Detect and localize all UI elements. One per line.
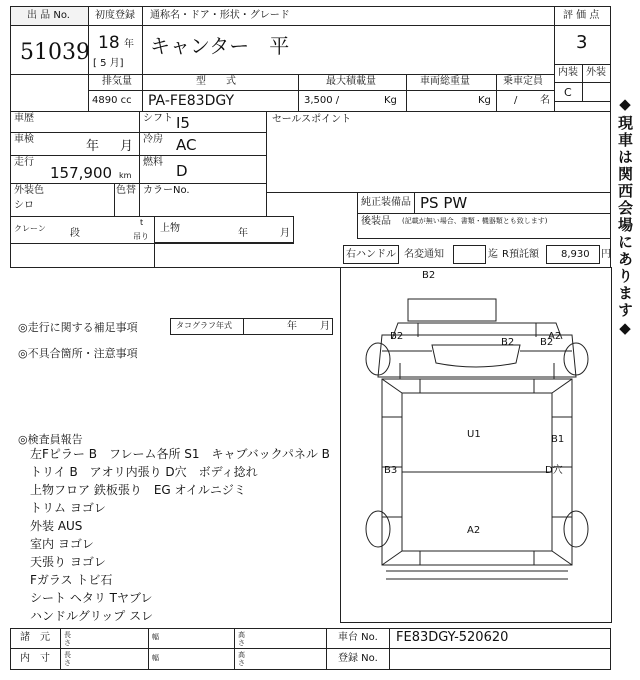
score-label: 評 価 点 <box>563 10 600 21</box>
interior-label: 内装 <box>558 67 578 78</box>
name-change-label: 名変通知 <box>404 249 444 260</box>
equipment-value: PS PW <box>420 194 468 212</box>
tacho-year: 年 <box>287 321 297 332</box>
height-label: 高さ <box>238 631 245 647</box>
report-line: 外装 AUS <box>30 519 83 533</box>
chassis-label: 車台 No. <box>338 632 378 643</box>
capacity-label: 乗車定員 <box>503 76 543 87</box>
vehicle-name: キャンター 平 <box>150 34 290 58</box>
gross-label: 車両総重量 <box>420 76 470 87</box>
defects-label: ◎不具合箇所・注意事項 <box>18 347 138 360</box>
gross-unit: Kg <box>478 95 491 106</box>
damage-mark: B2 <box>422 270 436 281</box>
color-no-label: 色替 <box>116 185 136 196</box>
name-label: 通称名・ドア・形状・グレード <box>150 10 290 21</box>
damage-mark: B2 <box>390 331 404 342</box>
r-tax-label: R預託額 <box>502 249 539 260</box>
report-title: ◎検査員報告 <box>18 433 83 446</box>
report-line: 左Fピラー B フレーム各所 S1 キャブバックパネル B <box>30 447 330 461</box>
length-label: 長さ <box>64 631 71 647</box>
history-label: 車歴 <box>14 113 34 124</box>
body-month: 月 <box>280 228 290 239</box>
body-year: 年 <box>238 228 248 239</box>
report-line: 上物フロア 鉄板張り EG オイルニジミ <box>30 483 246 497</box>
ext-color-value: シロ <box>14 200 34 211</box>
fuel-label: 燃料 <box>143 157 163 168</box>
reg-month: [ 5 月] <box>93 58 124 69</box>
shift-value: I5 <box>176 114 190 132</box>
name-change-box <box>453 245 486 264</box>
reg-label: 初度登録 <box>95 10 135 21</box>
damage-mark: U1 <box>467 429 481 440</box>
displacement-value: 4890 cc <box>92 95 132 106</box>
damage-mark: D穴 <box>545 465 563 476</box>
model-label: 型 式 <box>196 76 236 87</box>
report-line: トリム ヨゴレ <box>30 501 106 515</box>
damage-mark: A2 <box>467 525 481 536</box>
ac-label: 冷房 <box>143 134 163 145</box>
color-code-label: カラーNo. <box>143 185 190 196</box>
mileage-value: 157,900 <box>50 164 113 182</box>
naigai-label: 内 寸 <box>20 653 50 664</box>
reg-year: 18 <box>98 33 120 53</box>
report-line: シート ヘタリ Tヤブレ <box>30 591 153 605</box>
shogen-label: 諸 元 <box>20 632 50 643</box>
report-line: 室内 ヨゴレ <box>30 537 94 551</box>
exterior-label: 外装 <box>586 67 606 78</box>
crane-t: t <box>140 218 144 227</box>
report-line: トリイ B アオリ内張り D穴 ボディ捻れ <box>30 465 258 479</box>
reg-no-label: 登録 No. <box>338 653 378 664</box>
report-line: 天張り ヨゴレ <box>30 555 106 569</box>
yen-label: 円 <box>601 249 611 260</box>
ac-value: AC <box>176 136 197 154</box>
lot-label: 出 品 No. <box>27 10 70 21</box>
rhd-label: 右ハンドル <box>346 249 396 260</box>
inspection-year: 年 <box>86 139 100 154</box>
driving-notes-label: ◎走行に関する補足事項 <box>18 321 138 334</box>
interior-grade: C <box>564 86 572 99</box>
mileage-label: 走行 <box>14 157 34 168</box>
equipment-label: 純正装備品 <box>361 197 411 208</box>
damage-mark: B2 <box>501 337 515 348</box>
height-label: 高さ <box>238 651 245 667</box>
damage-mark: B2 <box>540 337 554 348</box>
crane-dan: 段 <box>70 228 80 239</box>
transfer-label: 迄 <box>488 249 498 260</box>
aftermarket-note: (記載が無い場合、書類・機器類とも致します) <box>402 217 548 225</box>
damage-mark: B3 <box>384 465 398 476</box>
lot-number: 51039 <box>20 40 90 65</box>
load-label: 最大積載量 <box>326 76 376 87</box>
side-note: ◆現車は関西会場にあります◆ <box>616 95 634 339</box>
load-value: 3,500 / <box>304 95 340 106</box>
body-label: 上物 <box>160 223 180 234</box>
report-line: Fガラス トビ石 <box>30 573 113 587</box>
length-label: 長さ <box>64 651 71 667</box>
crane-label: クレーン <box>14 224 46 233</box>
crane-tsuri: 吊り <box>133 232 149 241</box>
specs-label-row <box>88 74 555 91</box>
mileage-unit: km <box>119 171 132 180</box>
capacity-value: / <box>514 95 518 106</box>
truck-diagram <box>340 267 612 623</box>
report-line: ハンドルグリップ スレ <box>30 609 154 623</box>
capacity-unit: 名 <box>540 95 550 106</box>
chassis-no: FE83DGY-520620 <box>396 630 509 645</box>
damage-mark: B1 <box>551 434 565 445</box>
score-value: 3 <box>576 32 588 53</box>
width-label: 幅 <box>152 654 159 662</box>
ext-color-label: 外装色 <box>14 185 44 196</box>
fuel-value: D <box>176 162 188 180</box>
model-value: PA-FE83DGY <box>148 93 235 109</box>
displacement-label: 排気量 <box>102 76 132 87</box>
inspection-label: 車検 <box>14 134 34 145</box>
damage-mark: A2 <box>548 331 562 342</box>
inspection-month: 月 <box>120 139 134 154</box>
width-label: 幅 <box>152 633 159 641</box>
sales-point-label: セールスポイント <box>272 114 352 125</box>
load-unit: Kg <box>384 95 397 106</box>
shift-label: シフト <box>143 113 173 124</box>
reg-year-char: 年 <box>124 39 134 50</box>
footer-frame <box>10 628 611 670</box>
tacho-month: 月 <box>320 321 330 332</box>
tacho-label: タコグラフ年式 <box>176 321 232 330</box>
aftermarket-label: 後装品 <box>361 216 391 227</box>
exterior-grade-cell <box>582 82 611 102</box>
r-tax-value: 8,930 <box>561 249 590 260</box>
